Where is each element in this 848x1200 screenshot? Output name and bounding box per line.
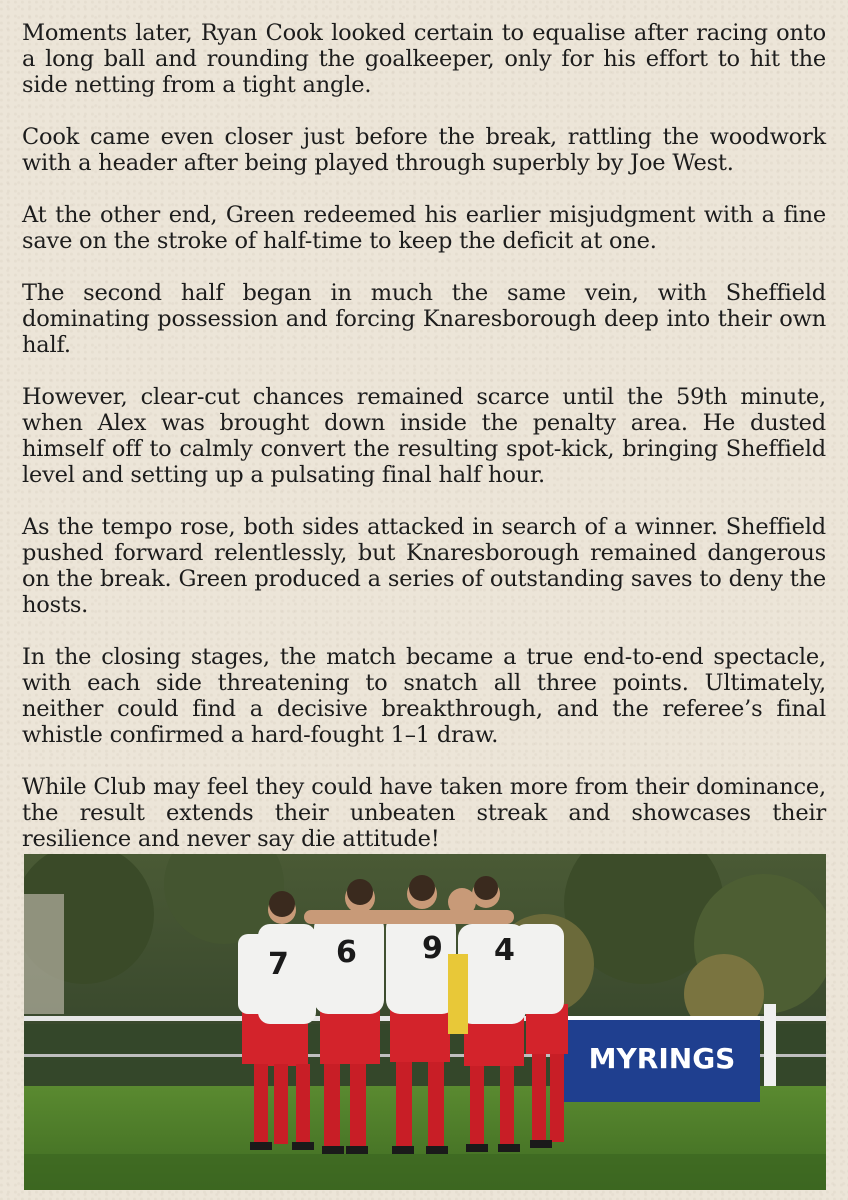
shirt-number-1: 7 bbox=[268, 947, 289, 982]
shirt-number-4: 4 bbox=[494, 933, 515, 968]
sponsor-board-text: MYRINGS bbox=[588, 1042, 736, 1075]
paragraph-6: As the tempo rose, both sides attacked in search of a winner. Sheffield pushed forward relentlessly, but Knaresborough remained dangerous on the break. Green produced a series of outstanding saves to deny the hosts. bbox=[22, 514, 826, 618]
paragraph-3: At the other end, Green redeemed his earlier misjudgment with a fine save on the stroke of half-time to keep the deficit at one. bbox=[22, 202, 826, 254]
paragraph-1: Moments later, Ryan Cook looked certain to equalise after racing onto a long ball and rounding the goalkeeper, only for his effort to hit the side netting from a tight angle. bbox=[22, 20, 826, 98]
paragraph-5: However, clear-cut chances remained scarce until the 59th minute, when Alex was brought down inside the penalty area. He dusted himself off to calmly convert the resulting spot-kick, bringing Sheffield level and setting up a pulsating final half hour. bbox=[22, 384, 826, 488]
article-body bbox=[22, 20, 826, 878]
paragraph-4: The second half began in much the same vein, with Sheffield dominating possession and forcing Knaresborough deep into their own half. bbox=[22, 280, 826, 358]
paragraph-8: While Club may feel they could have taken more from their dominance, the result extends their unbeaten streak and showcases their resilience and never say die attitude! bbox=[22, 774, 826, 852]
sponsor-board bbox=[564, 1016, 760, 1102]
paragraph-2: Cook came even closer just before the break, rattling the woodwork with a header after being played through superbly by Joe West. bbox=[22, 124, 826, 176]
paragraph-7: In the closing stages, the match became a true end-to-end spectacle, with each side threatening to snatch all three points. Ultimately, neither could find a decisive breakthrough, and the referee’s final whistle confirmed a hard-fought 1–1 draw. bbox=[22, 644, 826, 748]
shirt-number-2: 6 bbox=[336, 935, 357, 970]
team-huddle-photo bbox=[24, 854, 826, 1190]
shirt-number-3: 9 bbox=[422, 931, 443, 966]
